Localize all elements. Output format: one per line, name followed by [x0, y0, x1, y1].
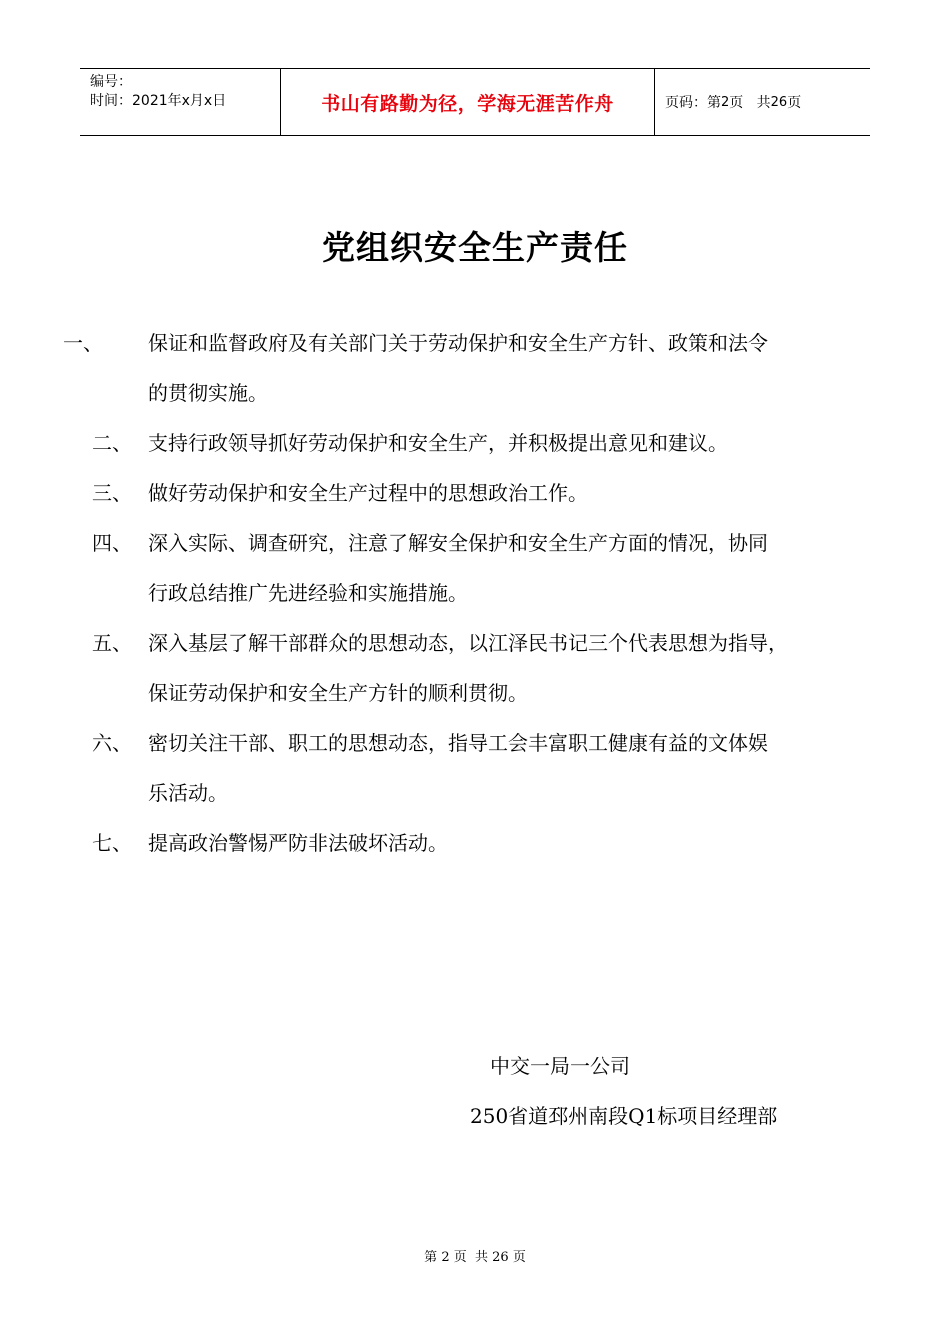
- page-prefix: 页码：第: [665, 95, 721, 111]
- item-line: 深入基层了解干部群众的思想动态，以江泽民书记三个代表思想为指导，: [148, 631, 788, 655]
- item-line: 深入实际、调查研究，注意了解安全保护和安全生产方面的情况，协同: [148, 531, 768, 555]
- footer-total: 26: [492, 1250, 509, 1265]
- page-footer: [0, 1246, 950, 1265]
- item-line: 乐活动。: [148, 781, 228, 805]
- header-meta-cell: [80, 69, 281, 135]
- footer-mid: 页 共: [453, 1250, 488, 1265]
- item-number: 一、: [63, 331, 103, 355]
- item-number: 四、: [92, 531, 132, 555]
- page-total: 26: [770, 94, 788, 110]
- footer-suffix: 页: [512, 1250, 526, 1265]
- item-line: 支持行政领导抓好劳动保护和安全生产，并积极提出意见和建议。: [148, 431, 728, 455]
- signature-department: 250省道邳州南段Q1标项目经理部: [470, 1104, 778, 1128]
- footer-current: 2: [441, 1250, 450, 1265]
- header-motto-cell: [281, 69, 655, 135]
- item-number: 三、: [92, 481, 132, 505]
- motto-text: 书山有路勤为径，学海无涯苦作舟: [321, 92, 614, 115]
- page-suffix: 页: [787, 95, 802, 111]
- item-line: 做好劳动保护和安全生产过程中的思想政治工作。: [148, 481, 588, 505]
- item-line: 密切关注干部、职工的思想动态，指导工会丰富职工健康有益的文体娱: [148, 731, 768, 755]
- item-number: 二、: [92, 431, 132, 455]
- item-number: 五、: [92, 631, 132, 655]
- code-label: 编号：: [90, 74, 132, 90]
- item-line: 提高政治警惕严防非法破坏活动。: [148, 831, 448, 855]
- item-number: 七、: [92, 831, 132, 855]
- item-line: 的贯彻实施。: [148, 381, 268, 405]
- item-line: 保证和监督政府及有关部门关于劳动保护和安全生产方针、政策和法令: [148, 331, 768, 355]
- item-number: 六、: [92, 731, 132, 755]
- page-mid: 页 共: [729, 95, 771, 111]
- item-line: 行政总结推广先进经验和实施措施。: [148, 581, 468, 605]
- signature-company: 中交一局一公司: [490, 1054, 630, 1078]
- footer-prefix: 第: [424, 1250, 438, 1265]
- header-page-cell: [655, 69, 870, 135]
- document-header: [80, 68, 870, 136]
- page-title: 党组织安全生产责任: [322, 228, 628, 267]
- page-current: 2: [721, 94, 730, 110]
- item-line: 保证劳动保护和安全生产方针的顺利贯彻。: [148, 681, 528, 705]
- time-label: 时间：2021年x月x日: [90, 93, 227, 109]
